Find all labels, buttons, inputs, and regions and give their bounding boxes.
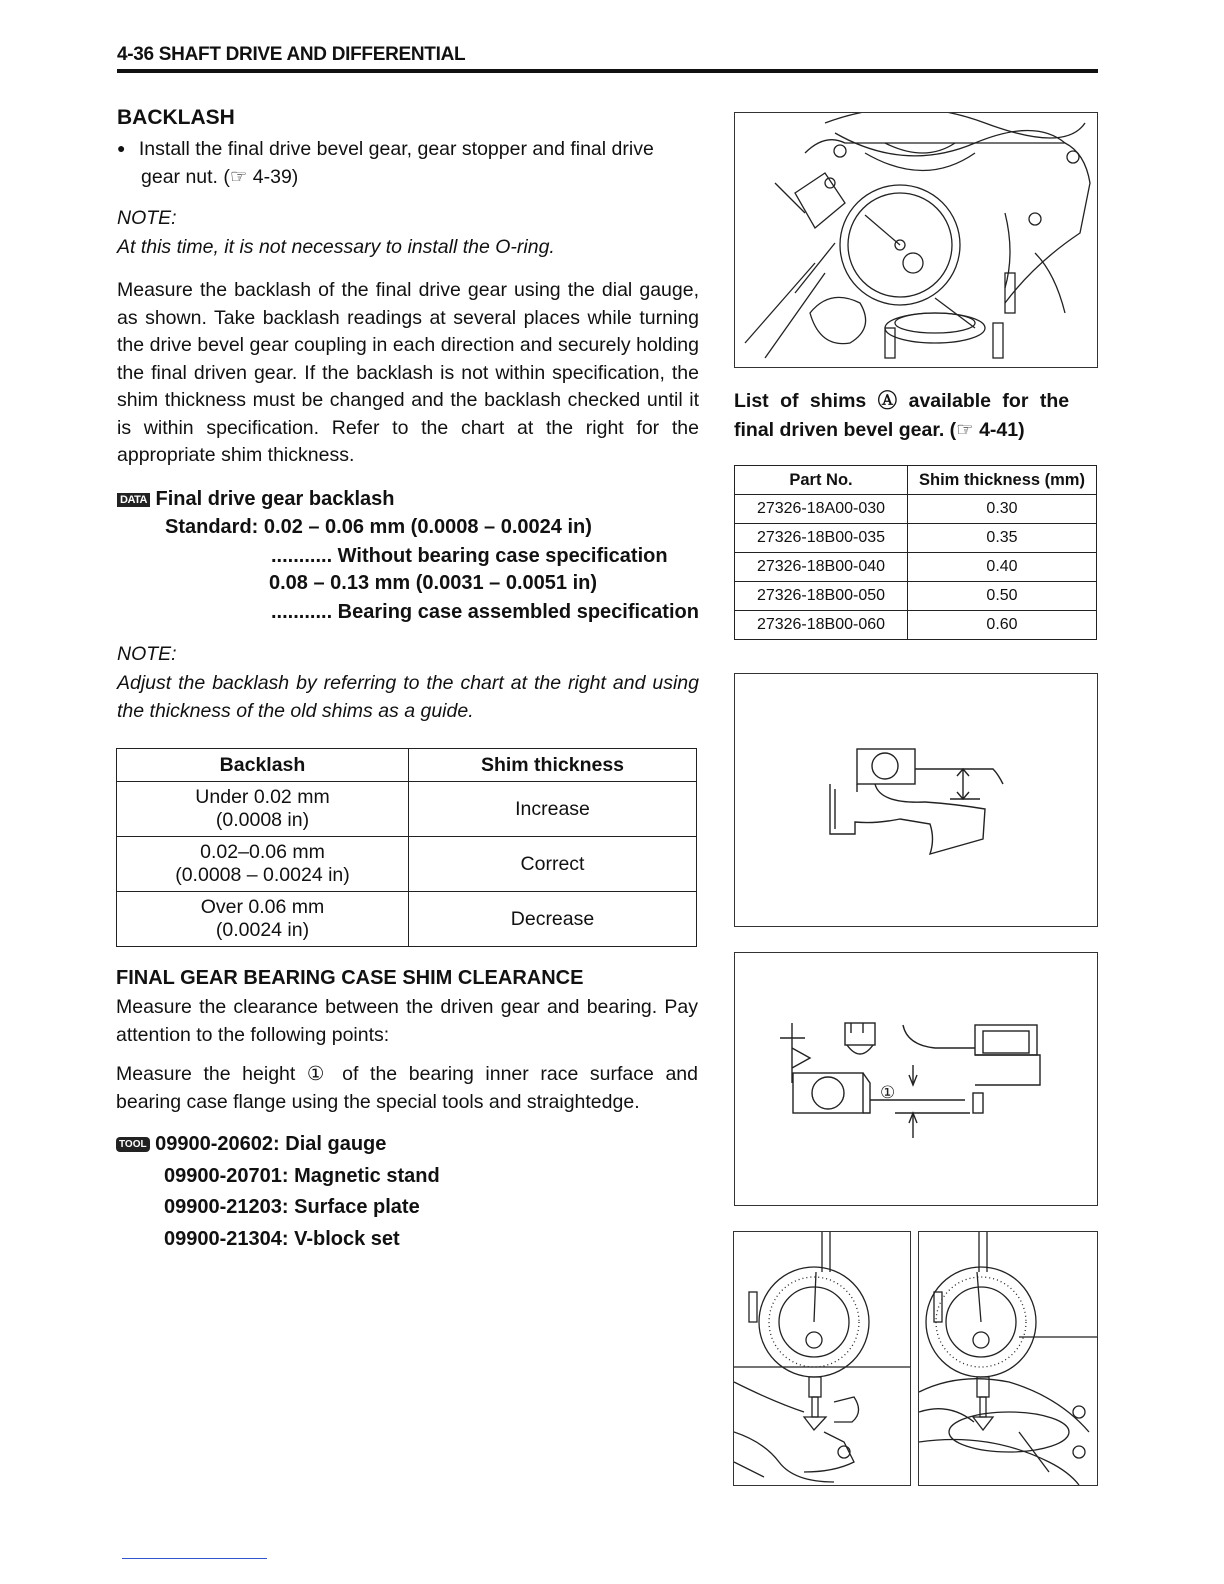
figure-bearing-section xyxy=(734,673,1098,927)
figure-height-measurement xyxy=(734,952,1098,1206)
bullet-install xyxy=(117,134,707,191)
shim-clearance-para1: Measure the clearance between the driven gear and bearing. Pay attention to the following points: xyxy=(116,996,698,1046)
cell-line: (0.0008 in) xyxy=(215,809,310,831)
shims-table-header-row xyxy=(735,466,1097,495)
shims-caption xyxy=(734,387,1098,445)
spec-standard: Standard: 0.02 – 0.06 mm (0.0008 – 0.0024 in) xyxy=(165,516,592,538)
spec-note-1: ........... Without bearing case specification xyxy=(271,545,668,567)
spec-note-2: ........... Bearing case assembled specification xyxy=(271,601,699,623)
shim-part-no: 27326-18A00-030 xyxy=(735,495,908,524)
shim-part-no: 27326-18B00-040 xyxy=(735,553,908,582)
data-icon: DATA xyxy=(117,493,150,507)
spec-title-row xyxy=(117,488,394,511)
note1-label: NOTE: xyxy=(117,207,177,229)
table-row xyxy=(735,524,1097,553)
shims-caption-line1: List of shims Ⓐ available for the xyxy=(734,390,1070,412)
cell-line: Over 0.06 mm xyxy=(200,896,325,918)
shims-header-thickness: Shim thickness (mm) xyxy=(908,466,1097,495)
tool-icon: TOOL xyxy=(116,1137,150,1152)
header-rule xyxy=(117,69,1098,73)
shim-clearance-para2: Measure the height ① of the bearing inner race surface and bearing case flange using the special tools and straightedge. xyxy=(116,1063,698,1113)
table-row xyxy=(735,495,1097,524)
cell-line: Under 0.02 mm xyxy=(195,786,330,808)
table-cell-action: Decrease xyxy=(409,892,697,947)
figure-dial-gauge-left xyxy=(733,1231,911,1486)
bullet-text-line2: gear nut. (☞ 4-39) xyxy=(141,166,299,188)
note2-label: NOTE: xyxy=(117,643,177,665)
table-cell-action: Increase xyxy=(409,782,697,837)
dial-gauge-gear-illustration xyxy=(735,113,1097,367)
shim-thickness: 0.35 xyxy=(908,524,1097,553)
figure-dial-gauge-right xyxy=(918,1231,1098,1486)
table-row xyxy=(117,837,697,892)
table-row xyxy=(735,611,1097,640)
shim-thickness: 0.50 xyxy=(908,582,1097,611)
tool-item: 09900-21304: V-block set xyxy=(164,1228,400,1250)
shims-header-part: Part No. xyxy=(735,466,908,495)
backlash-paragraph: Measure the backlash of the final drive gear using the dial gauge, as shown. Take backlash readings at several places while turning the drive bevel gear coupling in each direction and securely holding the final driven gear. If the backlash is not within specification, the shim thickness must be changed and the backlash checked until it is within specification. Refer to the chart at the right for the appropriate shim thickness. xyxy=(117,279,699,466)
shim-part-no: 27326-18B00-060 xyxy=(735,611,908,640)
tool-item: 09900-20701: Magnetic stand xyxy=(164,1165,440,1187)
backlash-heading: BACKLASH xyxy=(117,106,235,129)
bullet-symbol: ● xyxy=(117,140,126,156)
page-header: 4-36 SHAFT DRIVE AND DIFFERENTIAL xyxy=(117,44,466,65)
shim-thickness: 0.30 xyxy=(908,495,1097,524)
table-header-backlash: Backlash xyxy=(117,749,409,782)
shim-clearance-heading: FINAL GEAR BEARING CASE SHIM CLEARANCE xyxy=(116,967,584,989)
note1-text: At this time, it is not necessary to install the O-ring. xyxy=(117,236,555,258)
table-header-row xyxy=(117,749,697,782)
shim-part-no: 27326-18B00-035 xyxy=(735,524,908,553)
tool-item: 09900-21203: Surface plate xyxy=(164,1196,420,1218)
table-row xyxy=(735,582,1097,611)
height-measurement-illustration xyxy=(735,953,1097,1205)
bullet-text-line1: Install the final drive bevel gear, gear stopper and final drive xyxy=(138,138,654,160)
shim-thickness: 0.60 xyxy=(908,611,1097,640)
table-row xyxy=(735,553,1097,582)
shims-caption-line2: final driven bevel gear. (☞ 4-41) xyxy=(734,419,1025,441)
table-header-shim: Shim thickness xyxy=(409,749,697,782)
shim-thickness: 0.40 xyxy=(908,553,1097,582)
cell-line: 0.02–0.06 mm xyxy=(200,841,325,863)
cell-line: (0.0008 – 0.0024 in) xyxy=(175,864,350,886)
dial-gauge-right-illustration xyxy=(919,1232,1097,1485)
dial-gauge-left-illustration xyxy=(734,1232,910,1485)
figure-dial-gauge-gear xyxy=(734,112,1098,368)
table-row xyxy=(117,782,697,837)
cell-line: (0.0024 in) xyxy=(215,919,310,941)
table-cell-backlash xyxy=(117,837,409,892)
footer-rule xyxy=(122,1558,267,1559)
spec-title: Final drive gear backlash xyxy=(155,488,395,510)
table-cell-action: Correct xyxy=(409,837,697,892)
tool-row-1 xyxy=(116,1133,386,1156)
table-row xyxy=(117,892,697,947)
backlash-table xyxy=(116,748,697,947)
spec-value-2: 0.08 – 0.13 mm (0.0031 – 0.0051 in) xyxy=(269,572,597,594)
tool-item: 09900-20602: Dial gauge xyxy=(155,1133,387,1155)
shim-part-no: 27326-18B00-050 xyxy=(735,582,908,611)
callout-1: ① xyxy=(880,1083,896,1103)
shims-table xyxy=(734,465,1097,640)
note2-text: Adjust the backlash by referring to the chart at the right and using the thickness of the old shims as a guide. xyxy=(117,672,699,722)
bearing-section-illustration xyxy=(735,674,1097,926)
table-cell-backlash xyxy=(117,892,409,947)
table-cell-backlash xyxy=(117,782,409,837)
